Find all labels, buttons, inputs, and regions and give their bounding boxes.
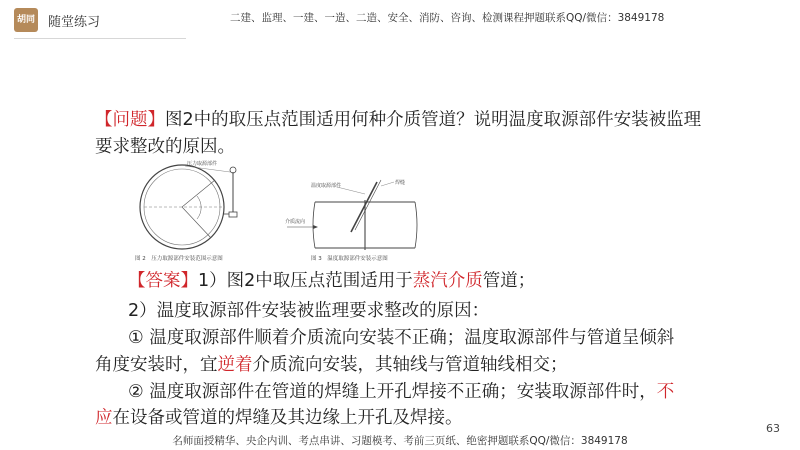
answer-line-1-end: 管道； [482,271,536,291]
header-contact-text: 二建、监理、一建、一造、二造、安全、消防、咨询、检测课程押题联系QQ/微信：3849178 [230,12,665,24]
header-divider [14,38,186,39]
question-tag: 【问题】 [95,110,165,130]
figure-2-diagram [135,160,237,262]
answer-line-1 [128,268,535,295]
answer-highlight-not: 不 [656,382,675,402]
answer-highlight-steam: 蒸汽介质 [412,271,483,291]
footer-contact-text: 名师面授精华、央企内训、考点串讲、习题模考、考前三页纸、绝密押题联系QQ/微信：3849178 [172,435,628,447]
answer-highlight-counterflow: 逆着 [217,355,253,375]
figures-illustration [115,160,435,270]
answer-line-5 [128,379,674,406]
figure-2-caption: 图 2 压力取源部件安装范围示意图 [135,256,223,262]
figure-3-sensor-label: 温度取源部件 [311,183,342,189]
brand-logo: 胡同 [14,8,38,32]
answer-line-6-end: 在设备或管道的焊缝及其边缘上开孔及焊接。 [112,408,463,428]
answer-line-5-text: ② 温度取源部件在管道的焊缝上开孔焊接不正确；安装取源部件时， [128,382,657,402]
section-title: 随堂练习 [48,15,101,30]
question-text: 图2中的取压点范围适用何种介质管道？说明温度取源部件安装被监理要求整改的原因。 [95,110,702,157]
figure-3-caption: 图 3 温度取源部件安装示意图 [311,256,388,262]
page-number: 63 [766,422,780,435]
answer-line-2: 2）温度取源部件安装被监理要求整改的原因： [128,301,490,321]
figure-3-weld-label: 焊缝 [395,180,406,186]
answer-line-4 [95,352,568,379]
figure-3-flow-label: 介质流向 [285,219,306,225]
figure-2-label: 压力取源部件 [187,161,218,167]
answer-line-4-end: 介质流向安装，其轴线与管道轴线相交； [252,355,568,375]
answer-highlight-should: 应 [95,408,113,428]
question-block [95,107,705,161]
figure-3-diagram [285,179,417,262]
answer-tag: 【答案】 [128,271,198,291]
answer-line-6 [95,405,463,432]
answer-line-4-text: 角度安装时，宜 [95,355,218,375]
answer-line-3: ① 温度取源部件顺着介质流向安装不正确；温度取源部件与管道呈倾斜 [128,328,675,348]
answer-line-1-text: 1）图2中取压点范围适用于 [198,271,413,291]
